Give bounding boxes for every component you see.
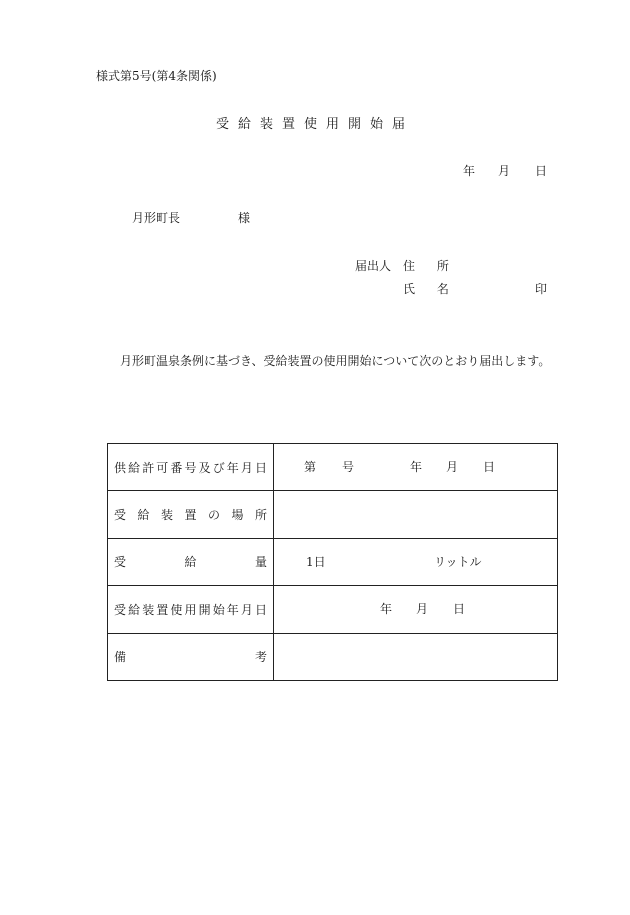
- start-day: 日: [453, 602, 466, 617]
- table-row: [108, 444, 558, 491]
- start-date-value-cell[interactable]: [274, 586, 558, 633]
- permit-value-cell[interactable]: [274, 444, 558, 491]
- volume-label: 受給量: [114, 555, 267, 570]
- details-table: [107, 443, 558, 681]
- date-year-label: 年: [463, 164, 476, 178]
- start-date-label-cell: [108, 586, 274, 633]
- permit-month: 月: [446, 460, 459, 475]
- start-month: 月: [416, 602, 429, 617]
- form-title: 受給装置使用開始届: [215, 117, 414, 132]
- table-row: [108, 491, 558, 538]
- date-day-label: 日: [535, 164, 548, 178]
- permit-label-cell: [108, 444, 274, 491]
- address-label: 住 所: [403, 259, 458, 273]
- volume-value-cell[interactable]: [274, 538, 558, 585]
- permit-go: 号: [342, 460, 355, 475]
- location-label-cell: [108, 491, 274, 538]
- applicant-label: 届出人: [355, 259, 392, 273]
- table-row: [108, 586, 558, 633]
- date-month-label: 月: [498, 164, 511, 178]
- volume-label-cell: [108, 538, 274, 585]
- permit-day: 日: [483, 460, 496, 475]
- table-row: [108, 633, 558, 680]
- addressee-honorific: 様: [238, 211, 251, 225]
- permit-label: 供給許可番号及び年月日: [114, 460, 267, 475]
- location-label: 受給装置の場所: [114, 508, 267, 523]
- table-row: [108, 538, 558, 585]
- start-date-label: 受給装置使用開始年月日: [114, 602, 267, 617]
- seal-mark: 印: [535, 282, 548, 296]
- volume-unit: リットル: [434, 554, 482, 569]
- form-id: 様式第5号(第4条関係): [96, 69, 217, 83]
- addressee-name: 月形町長: [132, 211, 181, 225]
- remarks-label-cell: [108, 633, 274, 680]
- body-text: 月形町温泉条例に基づき、受給装置の使用開始について次のとおり届出します。: [120, 354, 551, 368]
- permit-year: 年: [410, 460, 423, 475]
- remarks-value-cell[interactable]: [274, 633, 558, 680]
- start-year: 年: [380, 602, 393, 617]
- name-label: 氏 名: [403, 282, 458, 296]
- permit-dai: 第: [304, 460, 317, 475]
- location-value-cell[interactable]: [274, 491, 558, 538]
- volume-per-day: 1日: [306, 554, 326, 569]
- remarks-label: 備考: [114, 650, 267, 665]
